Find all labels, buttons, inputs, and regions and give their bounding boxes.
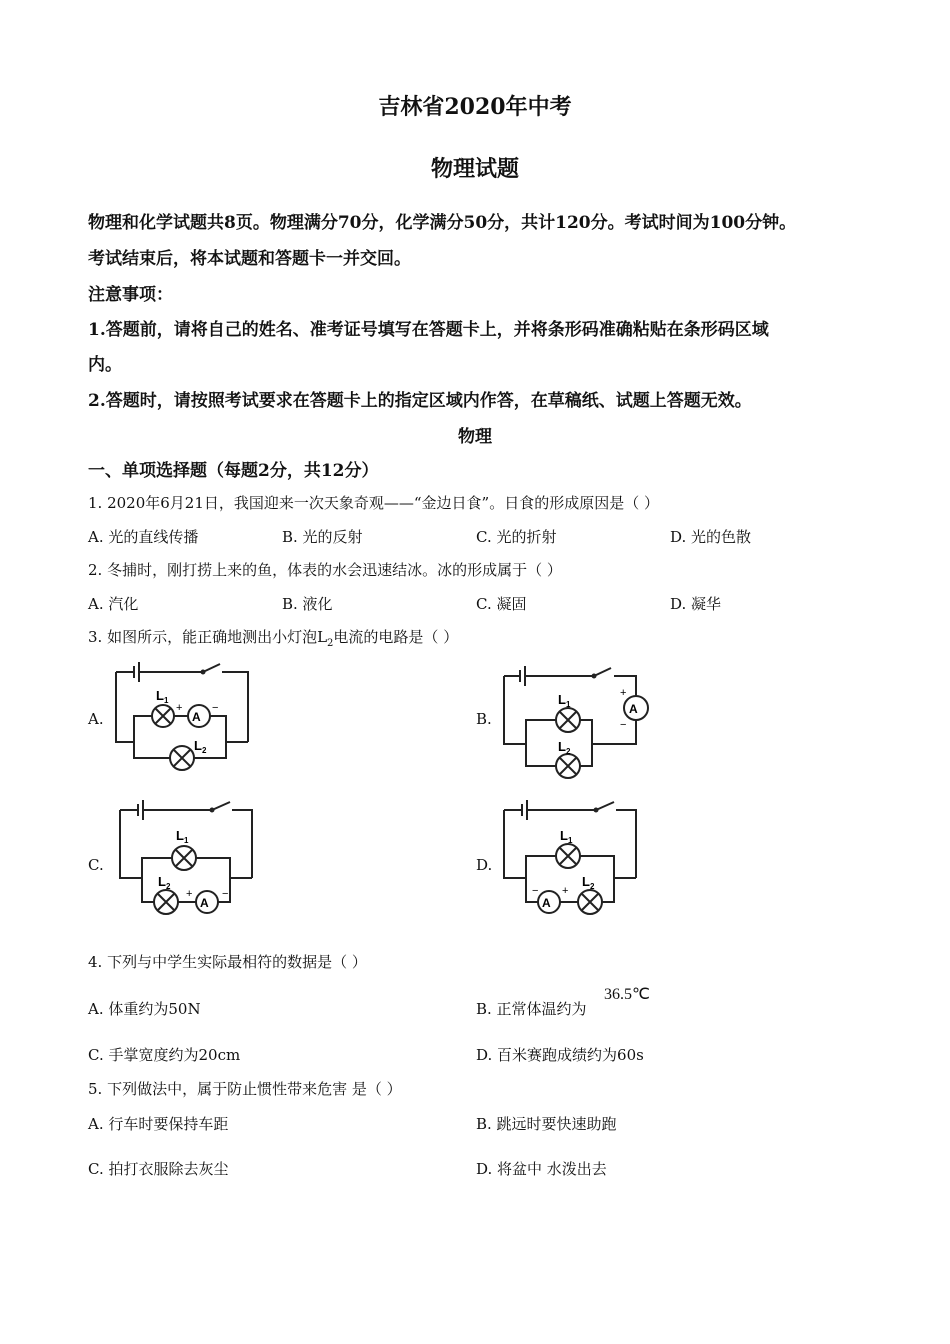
question-4-temperature-value: 36.5℃ [604, 986, 650, 1003]
question-2-stem: 2. 冬捕时，刚打捞上来的鱼，体表的水会迅速结冰。冰的形成属于（ ） [88, 561, 562, 579]
question-3-option-d: D. [476, 856, 493, 874]
lamp-label-l2 [158, 874, 171, 891]
question-3-option-b: B. [476, 710, 492, 728]
svg-text:1: 1 [184, 836, 189, 845]
svg-text:L: L [560, 828, 568, 843]
svg-text:2: 2 [566, 747, 571, 756]
question-4-option-b: B. 正常体温约为 [476, 1000, 587, 1018]
circuit-diagram-a [108, 658, 258, 778]
svg-text:2: 2 [166, 882, 171, 891]
question-1-option-b: B. 光的反射 [282, 528, 363, 546]
question-3-option-c: C. [88, 856, 104, 874]
question-5-option-b: B. 跳远时要快速助跑 [476, 1115, 617, 1133]
ammeter-label: A [192, 710, 201, 724]
subject-heading: 物理 [458, 427, 492, 447]
svg-text:1: 1 [566, 700, 571, 709]
svg-text:L: L [156, 688, 164, 703]
ammeter-label: A [200, 896, 209, 910]
question-1-stem: 1. 2020年6月21日，我国迎来一次天象奇观——“金边日食”。日食的形成原因是（ ） [88, 494, 659, 512]
notice-title: 注意事项： [88, 285, 173, 305]
svg-text:1: 1 [164, 696, 169, 705]
svg-text:L: L [194, 738, 202, 753]
question-5-option-d: D. 将盆中 水泼出去 [476, 1160, 607, 1178]
question-4-option-c: C. 手掌宽度约为20cm [88, 1046, 241, 1064]
plus-sign: + [176, 702, 183, 714]
question-2-option-c: C. 凝固 [476, 595, 527, 613]
circuit-diagram-b [496, 662, 661, 780]
ammeter-label: A [542, 896, 551, 910]
intro-line-2: 考试结束后，将本试题和答题卡一并交回。 [88, 249, 411, 269]
question-2-option-a: A. 汽化 [88, 595, 139, 613]
plus-sign: + [186, 888, 193, 900]
question-1-option-c: C. 光的折射 [476, 528, 557, 546]
svg-text:2: 2 [202, 746, 207, 755]
minus-sign: − [620, 719, 627, 731]
lamp-label-l1 [558, 692, 571, 709]
circuit-diagram-c [112, 800, 262, 918]
question-1-option-a: A. 光的直线传播 [88, 528, 199, 546]
svg-text:1: 1 [568, 836, 573, 845]
lamp-label-l1 [176, 828, 189, 845]
question-3-stem: 3. 如图所示，能正确地测出小灯泡$L_2$电流的电路是（ ） [88, 628, 459, 649]
exam-subtitle: 物理试题 [430, 156, 519, 182]
svg-text:L: L [582, 874, 590, 889]
minus-sign: − [222, 888, 229, 900]
intro-line-1: 物理和化学试题共8页。物理满分70分，化学满分50分，共计120分。考试时间为100分钟。 [88, 213, 797, 233]
question-5-stem: 5. 下列做法中，属于防止惯性带来危害 是（ ） [88, 1080, 402, 1098]
question-5-option-c: C. 拍打衣服除去灰尘 [88, 1160, 229, 1178]
svg-text:2: 2 [590, 882, 595, 891]
notice-1b: 内。 [88, 355, 122, 375]
lamp-label-l2 [582, 874, 595, 891]
notice-2: 2.答题时，请按照考试要求在答题卡上的指定区域内作答，在草稿纸、试题上答题无效。 [88, 391, 752, 411]
lamp-label-l1 [560, 828, 573, 845]
question-3-option-a: A. [88, 710, 104, 728]
svg-text:L: L [558, 739, 566, 754]
minus-sign: − [532, 885, 539, 897]
notice-1a: 1.答题前，请将自己的姓名、准考证号填写在答题卡上，并将条形码准确粘贴在条形码区域 [88, 320, 769, 340]
minus-sign: − [212, 702, 219, 714]
plus-sign: + [620, 687, 627, 699]
section-heading: 一、单项选择题（每题2分，共12分） [88, 461, 379, 481]
svg-text:L: L [176, 828, 184, 843]
exam-title: 吉林省2020年中考 [378, 94, 572, 120]
question-2-option-b: B. 液化 [282, 595, 333, 613]
ammeter-label: A [629, 702, 638, 716]
svg-text:L: L [158, 874, 166, 889]
lamp-label-l2 [194, 738, 207, 755]
question-1-option-d: D. 光的色散 [670, 528, 752, 546]
lamp-label-l2 [558, 739, 571, 756]
question-4-stem: 4. 下列与中学生实际最相符的数据是（ ） [88, 953, 367, 971]
question-4-option-d: D. 百米赛跑成绩约为60s [476, 1046, 644, 1064]
question-2-option-d: D. 凝华 [670, 595, 722, 613]
svg-text:L: L [558, 692, 566, 707]
lamp-label-l1 [156, 688, 169, 705]
plus-sign: + [562, 885, 569, 897]
question-5-option-a: A. 行车时要保持车距 [88, 1115, 229, 1133]
circuit-diagram-d [496, 800, 646, 918]
question-4-option-a: A. 体重约为50N [88, 1000, 201, 1018]
